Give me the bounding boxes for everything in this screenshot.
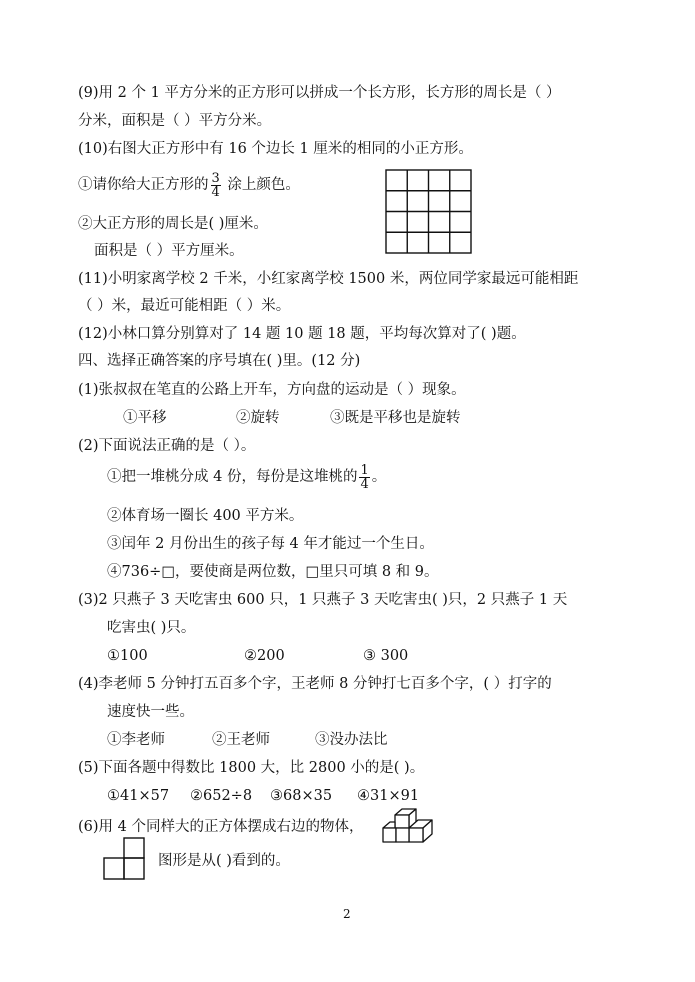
c2-option-1-pre: ①把一堆桃分成 4 份，每份是这堆桃的	[107, 469, 358, 485]
q10-fraction-denominator: 4	[211, 184, 220, 200]
c5-option-1: ①41×57	[107, 788, 170, 804]
c2-option-1-post: 。	[371, 469, 387, 485]
c2-option-3: ③闰年 2 月份出生的孩子每 4 年才能过一个生日。	[107, 536, 434, 552]
q10-fraction	[211, 172, 221, 199]
c1-option-2: ②旋转	[236, 410, 280, 426]
c1-option-1: ①平移	[123, 410, 167, 426]
view-shape-figure	[102, 836, 146, 882]
q10-item1	[78, 170, 300, 200]
q9-line1: (9)用 2 个 1 平方分米的正方形可以拼成一个长方形，长方形的周长是（ ）	[78, 85, 561, 101]
c2-stem: (2)下面说法正确的是（ ）。	[78, 438, 256, 454]
q10-intro: (10)右图大正方形中有 16 个边长 1 厘米的相同的小正方形。	[78, 141, 473, 157]
q10-item1-post: 涂上颜色。	[222, 177, 300, 193]
c4-option-1: ①李老师	[107, 732, 165, 748]
c2-option-4: ④736÷□，要使商是两位数，□里只可填 8 和 9。	[107, 564, 439, 580]
c3-option-2: ②200	[244, 648, 285, 664]
q10-item3: 面积是（ ）平方厘米。	[94, 243, 244, 259]
grid-4x4-figure	[385, 169, 473, 255]
cube-stack-figure	[381, 806, 437, 850]
c5-option-3: ③68×35	[270, 788, 333, 804]
page-number: 2	[343, 907, 351, 921]
c3-line1: (3)2 只燕子 3 天吃害虫 600 只，1 只燕子 3 天吃害虫( )只，2 只燕子 1 天	[78, 592, 568, 608]
q10-fraction-numerator: 3	[211, 170, 220, 186]
q11-line2: （ ）米，最近可能相距（ ）米。	[78, 298, 291, 314]
c4-line2: 速度快一些。	[107, 704, 194, 720]
q10-item2: ②大正方形的周长是( )厘米。	[78, 216, 268, 232]
c6-line2: 图形是从( )看到的。	[158, 853, 290, 869]
c4-line1: (4)李老师 5 分钟打五百多个字，王老师 8 分钟打七百多个字，( ）打字的	[78, 676, 552, 692]
c5-stem: (5)下面各题中得数比 1800 大，比 2800 小的是( )。	[78, 760, 425, 776]
c6-line1: (6)用 4 个同样大的正方体摆成右边的物体，	[78, 819, 364, 835]
c1-stem: (1)张叔叔在笔直的公路上开车，方向盘的运动是（ ）现象。	[78, 382, 466, 398]
c3-line2: 吃害虫( )只。	[107, 620, 196, 636]
c2-option-2: ②体育场一圈长 400 平方米。	[107, 508, 304, 524]
q10-item1-pre: ①请你给大正方形的	[78, 177, 209, 193]
q9-line2: 分米，面积是（ ）平方分米。	[78, 113, 272, 129]
c5-option-4: ④31×91	[357, 788, 420, 804]
c2-fraction-numerator: 1	[360, 462, 369, 478]
q11-line1: (11)小明家离学校 2 千米，小红家离学校 1500 米，两位同学家最远可能相距	[78, 271, 579, 287]
c3-option-3: ③ 300	[363, 648, 409, 664]
c2-fraction-denominator: 4	[360, 476, 369, 492]
section4-title: 四、选择正确答案的序号填在( )里。(12 分)	[78, 353, 361, 369]
c2-fraction	[359, 464, 369, 491]
c2-option-1	[107, 462, 386, 492]
q12-line: (12)小林口算分别算对了 14 题 10 题 18 题，平均每次算对了( )题。	[78, 326, 526, 342]
c4-option-3: ③没办法比	[315, 732, 388, 748]
c5-option-2: ②652÷8	[190, 788, 253, 804]
c1-option-3: ③既是平移也是旋转	[330, 410, 461, 426]
c4-option-2: ②王老师	[212, 732, 270, 748]
c3-option-1: ①100	[107, 648, 148, 664]
